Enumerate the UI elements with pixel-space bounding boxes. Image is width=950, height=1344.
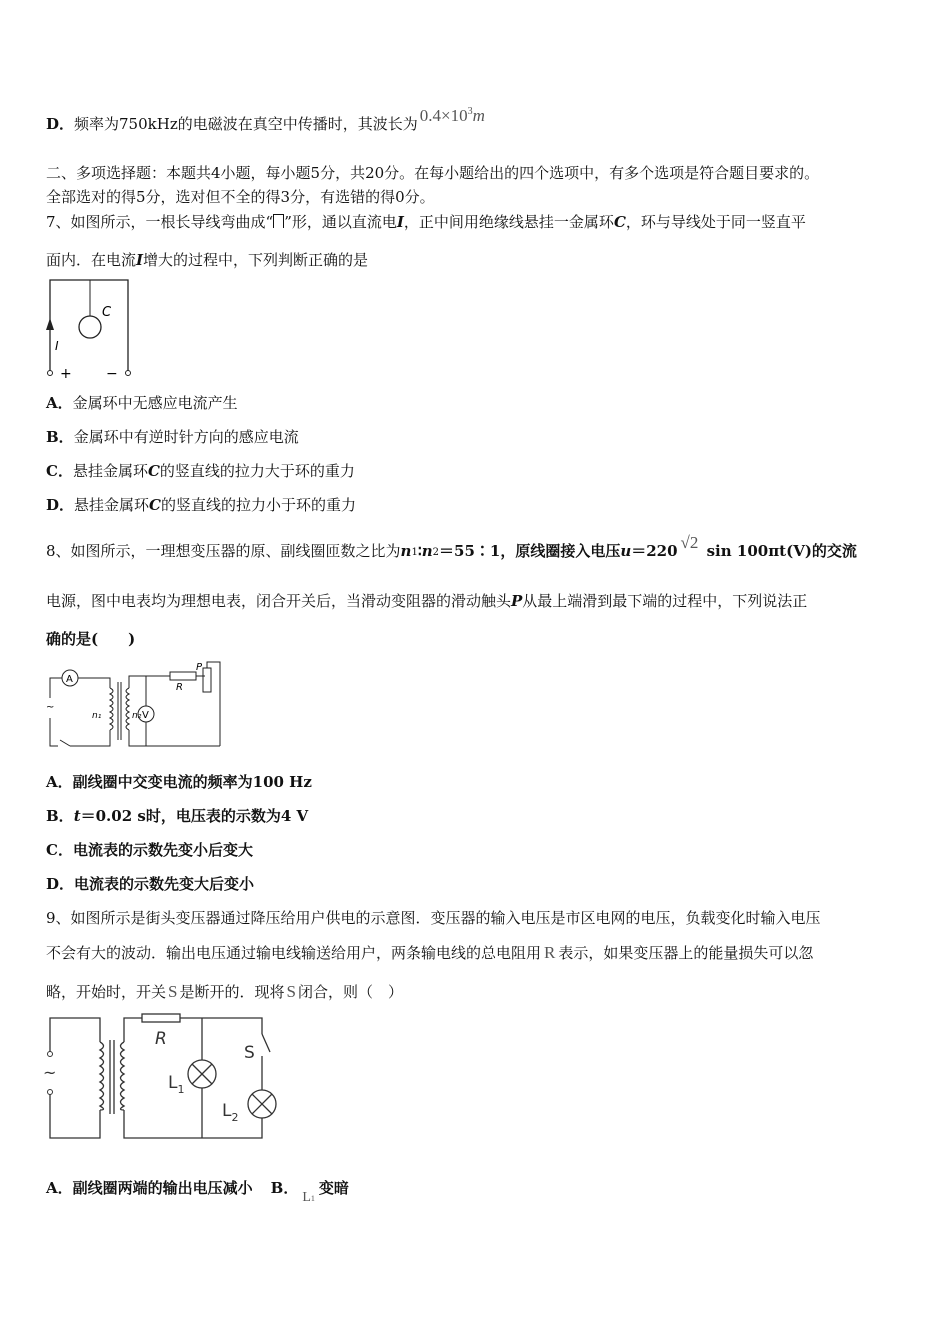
primary-wire-left bbox=[50, 718, 58, 746]
secondary-coil bbox=[121, 1042, 125, 1110]
lamp-l1-symbol bbox=[302, 1190, 315, 1205]
secondary-wire-top bbox=[129, 676, 170, 688]
lamp-l1-label bbox=[168, 1073, 184, 1096]
terminal-plus bbox=[48, 371, 53, 376]
option-text: 电流表的示数先变大后变小 bbox=[74, 875, 255, 893]
option-text: 金属环中有逆时针方向的感应电流 bbox=[73, 428, 299, 446]
resistor-r bbox=[142, 1014, 180, 1022]
source-terminal-bottom bbox=[48, 1090, 53, 1095]
q8-transformer-figure bbox=[40, 658, 232, 752]
formula-times: ×10 bbox=[440, 106, 468, 125]
option-label: C． bbox=[46, 841, 73, 859]
voltage-amplitude: ＝220 bbox=[631, 542, 678, 560]
option-text: 悬挂金属环 bbox=[74, 496, 150, 514]
primary-wire-right bbox=[78, 678, 110, 688]
q9-transformer-figure bbox=[40, 1012, 280, 1146]
option-text: ＝0.02 s时，电压表的示数为4 V bbox=[80, 807, 309, 825]
ratio-colon: ∶ bbox=[417, 542, 422, 560]
line-top bbox=[180, 1018, 262, 1034]
ammeter-label: A bbox=[66, 674, 73, 685]
sin-expression: sin 100πt(V)的交流 bbox=[701, 542, 857, 560]
primary-wire-bottom bbox=[70, 730, 110, 746]
section-2-line-1: 二、多项选择题：本题共4小题，每小题5分，共20分。在每小题给出的四个选项中，有多个选项是符合题目要求的。 bbox=[46, 164, 820, 182]
bent-wire-shape-icon bbox=[273, 214, 284, 228]
n2-symbol: n bbox=[421, 542, 433, 560]
lamp-l1-subscript: 1 bbox=[177, 1083, 185, 1096]
switch-s bbox=[262, 1034, 270, 1052]
ring-symbol: C bbox=[149, 496, 161, 514]
lamp-l1-letter: L bbox=[168, 1073, 178, 1093]
q8-stem-part: 从最上端滑到最下端的过程中，下列说法正 bbox=[522, 592, 808, 610]
primary-wire-bottom bbox=[50, 1092, 100, 1138]
option-label: D． bbox=[46, 496, 75, 514]
n1-subscript: 1 bbox=[411, 547, 418, 558]
lamp-l2-letter: L bbox=[222, 1101, 232, 1121]
formula-base: 0.4 bbox=[419, 106, 441, 125]
option-label: D． bbox=[46, 115, 75, 133]
primary-coil bbox=[110, 688, 113, 730]
ac-source-icon: ~ bbox=[46, 702, 55, 713]
n2-label: n₂ bbox=[132, 711, 142, 721]
time-symbol: t bbox=[73, 807, 81, 825]
sqrt-two: √2 bbox=[680, 533, 699, 552]
switch-symbol: S bbox=[286, 982, 296, 1001]
resistor-label: R bbox=[176, 682, 183, 693]
metal-ring bbox=[79, 316, 101, 338]
option-text: 金属环中无感应电流产生 bbox=[72, 394, 238, 412]
lamp-symbol-subscript: 1 bbox=[310, 1194, 315, 1203]
option-label: C． bbox=[46, 462, 73, 480]
secondary-coil bbox=[126, 688, 129, 730]
q9-stem-line-3 bbox=[46, 982, 403, 1002]
n1-label: n₁ bbox=[92, 711, 102, 721]
n1-symbol: n bbox=[400, 542, 412, 560]
option-label: A． bbox=[46, 773, 73, 791]
option-b-text: 变暗 bbox=[318, 1179, 349, 1197]
option-text: 频率为750kHz的电磁波在真空中传播时，其波长为 bbox=[74, 115, 418, 133]
wavelength-formula bbox=[420, 106, 485, 125]
n2-subscript: 2 bbox=[432, 547, 440, 558]
resistor-r bbox=[170, 672, 196, 680]
voltage-symbol: u bbox=[620, 542, 632, 560]
secondary-wire-bottom bbox=[129, 730, 220, 746]
bent-wire bbox=[50, 280, 128, 372]
option-b-label: B． bbox=[270, 1179, 299, 1197]
option-a-text: 副线圈两端的输出电压减小 bbox=[72, 1179, 253, 1197]
lamp-symbol-letter: L bbox=[302, 1190, 311, 1205]
option-label: B． bbox=[46, 807, 74, 825]
q9-stem-line-2 bbox=[46, 943, 813, 963]
option-label: B． bbox=[46, 428, 74, 446]
q7-stem-part: 面内．在电流 bbox=[46, 251, 137, 269]
q7-option-b bbox=[46, 427, 299, 447]
q7-stem-part: ”形，通以直流电 bbox=[284, 213, 397, 231]
resistance-symbol: R bbox=[544, 943, 556, 962]
option-text: 的竖直线的拉力大于环的重力 bbox=[159, 462, 355, 480]
current-symbol: I bbox=[136, 251, 144, 269]
ac-source-icon: ~ bbox=[43, 1063, 57, 1082]
q9-stem-part: 表示，如果变压器上的能量损失可以忽 bbox=[558, 944, 814, 962]
plus-label: + bbox=[60, 366, 72, 380]
switch-symbol: S bbox=[168, 982, 178, 1001]
option-label: D． bbox=[46, 875, 75, 893]
minus-label: − bbox=[106, 366, 118, 380]
primary-coil bbox=[100, 1042, 104, 1110]
primary-wire-top bbox=[50, 1018, 100, 1052]
option-a-label: A． bbox=[46, 1179, 73, 1197]
ring-symbol: C bbox=[147, 462, 160, 480]
q7-stem-line-2 bbox=[46, 250, 368, 270]
voltmeter-label: V bbox=[142, 710, 149, 721]
resistor-label: R bbox=[155, 1029, 167, 1049]
q9-stem-part: 不会有大的波动．输出电压通过输电线输送给用户，两条输电线的总电阻用 bbox=[46, 944, 542, 962]
primary-wire-top bbox=[50, 678, 62, 698]
current-symbol: I bbox=[396, 213, 404, 231]
current-label: I bbox=[55, 339, 59, 353]
formula-exp: 3 bbox=[467, 106, 473, 117]
ring-label: C bbox=[102, 305, 112, 320]
q9-stem-part: 是断开的．现将 bbox=[179, 983, 285, 1001]
q9-stem-line-1: 9、如图所示是街头变压器通过降压给用户供电的示意图．变压器的输入电压是市区电网的电压，负载变化时输入电压 bbox=[46, 909, 821, 927]
lamp-l2-subscript: 2 bbox=[231, 1111, 239, 1124]
rheostat bbox=[203, 668, 211, 692]
switch-label: S bbox=[244, 1043, 255, 1063]
q7-stem-part: 7、如图所示，一根长导线弯曲成“ bbox=[46, 213, 274, 231]
q7-stem-part: ，环与导线处于同一竖直平 bbox=[625, 213, 806, 231]
terminal-minus bbox=[126, 371, 131, 376]
q9-options bbox=[46, 1178, 349, 1205]
q6-option-d bbox=[46, 106, 485, 134]
q8-option-b bbox=[46, 806, 308, 826]
slider-symbol: P bbox=[511, 592, 523, 610]
rheostat-wire bbox=[207, 662, 220, 746]
q7-option-c bbox=[46, 461, 355, 481]
ring-symbol: C bbox=[613, 213, 626, 231]
q7-stem-line-1 bbox=[46, 212, 806, 232]
q8-stem-line-2 bbox=[46, 591, 807, 611]
q7-stem-part: ，正中间用绝缘线悬挂一金属环 bbox=[403, 213, 614, 231]
q8-stem-part: 8、如图所示，一理想变压器的原、副线圈匝数之比为 bbox=[46, 542, 401, 560]
lamp-l2-label bbox=[222, 1101, 238, 1124]
slider-label: P bbox=[196, 662, 203, 673]
secondary-wire-top bbox=[124, 1018, 142, 1042]
current-arrow-icon bbox=[46, 318, 54, 330]
q8-option-c bbox=[46, 840, 253, 860]
option-text: 悬挂金属环 bbox=[72, 462, 148, 480]
ratio-text: ＝55∶1，原线圈接入电压 bbox=[439, 542, 621, 560]
q8-stem-part: 电源，图中电表均为理想电表，闭合开关后，当滑动变阻器的滑动触头 bbox=[46, 592, 512, 610]
q8-stem-line-1 bbox=[46, 533, 857, 561]
q7-stem-part: 增大的过程中，下列判断正确的是 bbox=[143, 251, 369, 269]
q8-stem-line-3: 确的是( ) bbox=[46, 630, 136, 648]
option-text: 的竖直线的拉力小于环的重力 bbox=[160, 496, 356, 514]
source-terminal-top bbox=[48, 1052, 53, 1057]
formula-unit: m bbox=[472, 106, 485, 125]
q7-option-a bbox=[46, 393, 238, 413]
q7-option-d bbox=[46, 495, 356, 515]
q8-option-a bbox=[46, 772, 312, 792]
q8-option-d bbox=[46, 874, 254, 894]
section-2-line-2: 全部选对的得5分，选对但不全的得3分，有选错的得0分。 bbox=[46, 188, 435, 206]
option-label: A． bbox=[46, 394, 73, 412]
q9-stem-part: 闭合，则（ ） bbox=[297, 983, 403, 1001]
q7-circuit-figure bbox=[40, 272, 140, 380]
switch bbox=[60, 740, 70, 746]
line-bottom bbox=[124, 1110, 262, 1138]
option-text: 电流表的示数先变小后变大 bbox=[72, 841, 253, 859]
q9-stem-part: 略，开始时，开关 bbox=[46, 983, 167, 1001]
option-text: 副线圈中交变电流的频率为100 Hz bbox=[72, 773, 312, 791]
